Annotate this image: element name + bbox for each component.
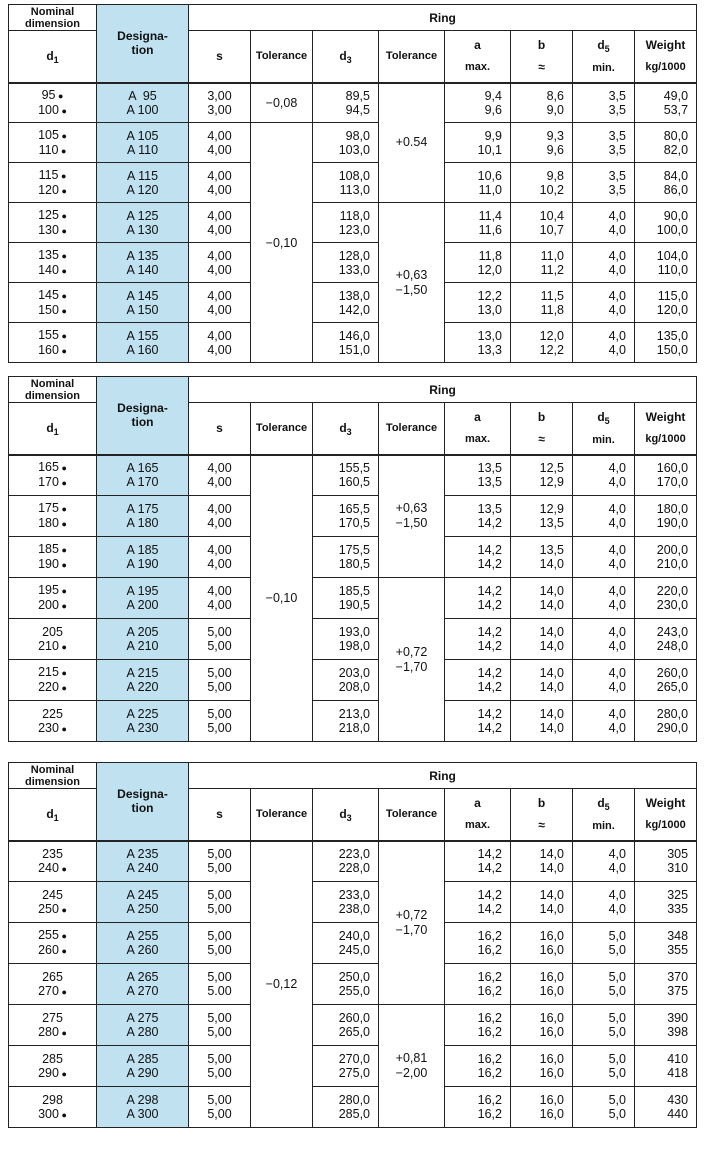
d1-header: $d_1$ (9, 403, 97, 455)
d3-cell: 270,0 275,0 (313, 1046, 379, 1087)
d1-cell: 275 280 ● (9, 1005, 97, 1046)
d1-cell: 165 ● 170 ● (9, 455, 97, 496)
d5-cell: 3,5 3,5 (573, 163, 635, 203)
a-cell: 14,2 14,2 (445, 537, 511, 578)
d5-header: $d_5$ min. (573, 403, 635, 455)
w-cell: 348 355 (635, 923, 697, 964)
designation-cell: A 95 A 100 (97, 83, 189, 123)
w-cell: 410 418 (635, 1046, 697, 1087)
s-header: s (189, 31, 251, 83)
d3-cell: 175,5 180,5 (313, 537, 379, 578)
d5-cell: 4,0 4,0 (573, 660, 635, 701)
w-cell: 243,0 248,0 (635, 619, 697, 660)
d5-header: $d_5$ min. (573, 31, 635, 83)
designation-cell: A 165 A 170 (97, 455, 189, 496)
d3-cell: 146,0 151,0 (313, 323, 379, 363)
designation-cell: A 285 A 290 (97, 1046, 189, 1087)
table-row (9, 163, 697, 203)
tolerance-s-header: Tolerance (251, 31, 313, 83)
table-row (9, 660, 697, 701)
table-row (9, 619, 697, 660)
table-row (9, 701, 697, 742)
designation-cell: A 255 A 260 (97, 923, 189, 964)
d1-header: $d_1$ (9, 31, 97, 83)
designation-cell: A 298 A 300 (97, 1087, 189, 1128)
b-cell: 9,8 10,2 (511, 163, 573, 203)
a-cell: 13,5 14,2 (445, 496, 511, 537)
s-cell: 5,00 5,00 (189, 660, 251, 701)
s-header: s (189, 403, 251, 455)
designation-header: Designa- tion (97, 763, 189, 841)
s-cell: 4,00 4,00 (189, 323, 251, 363)
d3-header: $d_3$ (313, 789, 379, 841)
b-cell: 10,4 10,7 (511, 203, 573, 243)
a-cell: 16,2 16,2 (445, 923, 511, 964)
table-row (9, 83, 697, 123)
d1-cell: 185 ● 190 ● (9, 537, 97, 578)
d5-cell: 4,0 4,0 (573, 323, 635, 363)
w-cell: 90,0 100,0 (635, 203, 697, 243)
b-cell: 14,0 14,0 (511, 619, 573, 660)
d1-cell: 175 ● 180 ● (9, 496, 97, 537)
a-cell: 11,4 11,6 (445, 203, 511, 243)
a-cell: 14,2 14,2 (445, 882, 511, 923)
d1-cell: 285 290 ● (9, 1046, 97, 1087)
tolerance-d3-cell: +0.54 (379, 83, 445, 203)
tolerance-d3-cell: +0,63 −1,50 (379, 455, 445, 578)
a-cell: 13,0 13,3 (445, 323, 511, 363)
w-cell: 260,0 265,0 (635, 660, 697, 701)
d1-cell: 145 ● 150 ● (9, 283, 97, 323)
ring-dimension-table (8, 762, 697, 1128)
a-cell: 13,5 13,5 (445, 455, 511, 496)
designation-cell: A 215 A 220 (97, 660, 189, 701)
b-cell: 9,3 9,6 (511, 123, 573, 163)
d5-cell: 3,5 3,5 (573, 123, 635, 163)
designation-cell: A 205 A 210 (97, 619, 189, 660)
table-row (9, 496, 697, 537)
ring-dimension-table (8, 376, 697, 742)
d3-cell: 108,0 113,0 (313, 163, 379, 203)
d3-cell: 89,5 94,5 (313, 83, 379, 123)
d1-cell: 95 ● 100 ● (9, 83, 97, 123)
b-cell: 14,0 14,0 (511, 841, 573, 882)
s-cell: 5,00 5,00 (189, 882, 251, 923)
a-cell: 9,4 9,6 (445, 83, 511, 123)
table-row (9, 923, 697, 964)
a-cell: 14,2 14,2 (445, 578, 511, 619)
designation-cell: A 155 A 160 (97, 323, 189, 363)
d1-cell: 265 270 ● (9, 964, 97, 1005)
d1-cell: 215 ● 220 ● (9, 660, 97, 701)
d3-cell: 138,0 142,0 (313, 283, 379, 323)
d3-cell: 260,0 265,0 (313, 1005, 379, 1046)
a-header: a max. (445, 31, 511, 83)
ring-dimension-table (8, 4, 697, 363)
d5-header: $d_5$ min. (573, 789, 635, 841)
designation-cell: A 115 A 120 (97, 163, 189, 203)
weight-header: Weight kg/1000 (635, 31, 697, 83)
d1-cell: 245 250 ● (9, 882, 97, 923)
a-cell: 12,2 13,0 (445, 283, 511, 323)
d3-cell: 213,0 218,0 (313, 701, 379, 742)
tolerance-s-cell: −0,12 (251, 841, 313, 1128)
d1-cell: 125 ● 130 ● (9, 203, 97, 243)
table-row (9, 455, 697, 496)
b-cell: 14,0 14,0 (511, 701, 573, 742)
w-cell: 104,0 110,0 (635, 243, 697, 283)
w-cell: 115,0 120,0 (635, 283, 697, 323)
w-cell: 84,0 86,0 (635, 163, 697, 203)
w-cell: 49,0 53,7 (635, 83, 697, 123)
b-cell: 12,5 12,9 (511, 455, 573, 496)
table-row (9, 203, 697, 243)
w-cell: 160,0 170,0 (635, 455, 697, 496)
b-cell: 16,0 16,0 (511, 1005, 573, 1046)
d3-header: $d_3$ (313, 403, 379, 455)
weight-header: Weight kg/1000 (635, 403, 697, 455)
a-cell: 9,9 10,1 (445, 123, 511, 163)
d5-cell: 4,0 4,0 (573, 619, 635, 660)
tolerance-d3-cell: +0,72 −1,70 (379, 841, 445, 1005)
weight-header: Weight kg/1000 (635, 789, 697, 841)
a-cell: 16,2 16,2 (445, 1046, 511, 1087)
table-block (8, 762, 696, 1144)
tolerance-s-cell: −0,08 (251, 83, 313, 123)
d1-cell: 235 240 ● (9, 841, 97, 882)
designation-cell: A 175 A 180 (97, 496, 189, 537)
designation-header: Designa- tion (97, 377, 189, 455)
s-cell: 4,00 4,00 (189, 243, 251, 283)
d1-cell: 205 210 ● (9, 619, 97, 660)
table-row (9, 1046, 697, 1087)
tolerance-d3-header: Tolerance (379, 403, 445, 455)
b-cell: 14,0 14,0 (511, 882, 573, 923)
d3-cell: 128,0 133,0 (313, 243, 379, 283)
w-cell: 430 440 (635, 1087, 697, 1128)
b-cell: 8,6 9,0 (511, 83, 573, 123)
tolerance-s-header: Tolerance (251, 789, 313, 841)
table-row (9, 882, 697, 923)
w-cell: 80,0 82,0 (635, 123, 697, 163)
d5-cell: 4,0 4,0 (573, 203, 635, 243)
a-header: a max. (445, 403, 511, 455)
a-cell: 14,2 14,2 (445, 701, 511, 742)
d1-cell: 105 ● 110 ● (9, 123, 97, 163)
designation-cell: A 105 A 110 (97, 123, 189, 163)
d1-cell: 115 ● 120 ● (9, 163, 97, 203)
b-cell: 16,0 16,0 (511, 923, 573, 964)
d3-cell: 185,5 190,5 (313, 578, 379, 619)
b-header: b ≈ (511, 31, 573, 83)
designation-cell: A 275 A 280 (97, 1005, 189, 1046)
a-cell: 11,8 12,0 (445, 243, 511, 283)
table-block (8, 376, 696, 760)
table-row (9, 841, 697, 882)
w-cell: 390 398 (635, 1005, 697, 1046)
d3-cell: 240,0 245,0 (313, 923, 379, 964)
d1-cell: 255 ● 260 ● (9, 923, 97, 964)
b-cell: 14,0 14,0 (511, 660, 573, 701)
table-row (9, 283, 697, 323)
d3-cell: 280,0 285,0 (313, 1087, 379, 1128)
d3-cell: 155,5 160,5 (313, 455, 379, 496)
s-cell: 4,00 4,00 (189, 283, 251, 323)
designation-cell: A 195 A 200 (97, 578, 189, 619)
b-cell: 12,9 13,5 (511, 496, 573, 537)
b-cell: 14,0 14,0 (511, 578, 573, 619)
b-cell: 16,0 16,0 (511, 1087, 573, 1128)
a-header: a max. (445, 789, 511, 841)
d5-cell: 5,0 5,0 (573, 1046, 635, 1087)
a-cell: 16,2 16,2 (445, 1005, 511, 1046)
nominal-dimension-header: Nominal dimension (9, 5, 97, 31)
tolerance-s-cell: −0,10 (251, 123, 313, 363)
d5-cell: 3,5 3,5 (573, 83, 635, 123)
d5-cell: 4,0 4,0 (573, 243, 635, 283)
tolerance-d3-header: Tolerance (379, 31, 445, 83)
table-block (8, 4, 696, 372)
table-row (9, 964, 697, 1005)
designation-cell: A 235 A 240 (97, 841, 189, 882)
s-cell: 5,00 5,00 (189, 1046, 251, 1087)
d3-cell: 223,0 228,0 (313, 841, 379, 882)
b-cell: 16,0 16,0 (511, 1046, 573, 1087)
d1-header: $d_1$ (9, 789, 97, 841)
d1-cell: 225 230 ● (9, 701, 97, 742)
w-cell: 280,0 290,0 (635, 701, 697, 742)
tolerance-d3-cell: +0,63 −1,50 (379, 203, 445, 363)
designation-cell: A 145 A 150 (97, 283, 189, 323)
ring-header: Ring (189, 763, 697, 789)
a-cell: 10,6 11,0 (445, 163, 511, 203)
b-cell: 16,0 16,0 (511, 964, 573, 1005)
d3-cell: 193,0 198,0 (313, 619, 379, 660)
d3-cell: 233,0 238,0 (313, 882, 379, 923)
d5-cell: 4,0 4,0 (573, 455, 635, 496)
tolerance-d3-cell: +0,72 −1,70 (379, 578, 445, 742)
ring-header: Ring (189, 5, 697, 31)
designation-cell: A 185 A 190 (97, 537, 189, 578)
d5-cell: 4,0 4,0 (573, 496, 635, 537)
b-header: b ≈ (511, 403, 573, 455)
d3-cell: 203,0 208,0 (313, 660, 379, 701)
d1-cell: 298 300 ● (9, 1087, 97, 1128)
a-cell: 16,2 16,2 (445, 964, 511, 1005)
s-cell: 4,00 4,00 (189, 163, 251, 203)
w-cell: 180,0 190,0 (635, 496, 697, 537)
tolerance-d3-cell: +0,81 −2,00 (379, 1005, 445, 1128)
a-cell: 14,2 14,2 (445, 841, 511, 882)
designation-cell: A 135 A 140 (97, 243, 189, 283)
tolerance-d3-header: Tolerance (379, 789, 445, 841)
s-cell: 4,00 4,00 (189, 537, 251, 578)
w-cell: 135,0 150,0 (635, 323, 697, 363)
s-cell: 4,00 4,00 (189, 123, 251, 163)
b-header: b ≈ (511, 789, 573, 841)
w-cell: 370 375 (635, 964, 697, 1005)
s-cell: 3,00 3,00 (189, 83, 251, 123)
d1-cell: 155 ● 160 ● (9, 323, 97, 363)
s-cell: 5,00 5,00 (189, 619, 251, 660)
d5-cell: 5,0 5,0 (573, 923, 635, 964)
table-row (9, 243, 697, 283)
a-cell: 14,2 14,2 (445, 660, 511, 701)
table-row (9, 1005, 697, 1046)
ring-header: Ring (189, 377, 697, 403)
b-cell: 11,0 11,2 (511, 243, 573, 283)
d5-cell: 5,0 5,0 (573, 1005, 635, 1046)
s-cell: 5,00 5,00 (189, 1005, 251, 1046)
s-cell: 5,00 5.00 (189, 964, 251, 1005)
d3-cell: 98,0 103,0 (313, 123, 379, 163)
d3-cell: 165,5 170,5 (313, 496, 379, 537)
s-cell: 5,00 5,00 (189, 923, 251, 964)
d5-cell: 4,0 4,0 (573, 841, 635, 882)
s-cell: 4,00 4,00 (189, 203, 251, 243)
table-row (9, 537, 697, 578)
d1-cell: 135 ● 140 ● (9, 243, 97, 283)
designation-header: Designa- tion (97, 5, 189, 83)
d5-cell: 4,0 4,0 (573, 578, 635, 619)
w-cell: 220,0 230,0 (635, 578, 697, 619)
table-row (9, 1087, 697, 1128)
s-cell: 4,00 4,00 (189, 578, 251, 619)
b-cell: 13,5 14,0 (511, 537, 573, 578)
d3-header: $d_3$ (313, 31, 379, 83)
table-row (9, 323, 697, 363)
a-cell: 16,2 16,2 (445, 1087, 511, 1128)
s-cell: 4,00 4,00 (189, 496, 251, 537)
s-cell: 5,00 5,00 (189, 1087, 251, 1128)
d5-cell: 4,0 4,0 (573, 701, 635, 742)
designation-cell: A 245 A 250 (97, 882, 189, 923)
d3-cell: 118,0 123,0 (313, 203, 379, 243)
table-row (9, 578, 697, 619)
d5-cell: 4,0 4,0 (573, 283, 635, 323)
s-cell: 5,00 5,00 (189, 841, 251, 882)
a-cell: 14,2 14,2 (445, 619, 511, 660)
tolerance-s-cell: −0,10 (251, 455, 313, 742)
w-cell: 305 310 (635, 841, 697, 882)
d5-cell: 4,0 4,0 (573, 537, 635, 578)
d5-cell: 5,0 5,0 (573, 964, 635, 1005)
s-cell: 4,00 4,00 (189, 455, 251, 496)
nominal-dimension-header: Nominal dimension (9, 377, 97, 403)
table-row (9, 123, 697, 163)
s-cell: 5,00 5,00 (189, 701, 251, 742)
w-cell: 325 335 (635, 882, 697, 923)
nominal-dimension-header: Nominal dimension (9, 763, 97, 789)
designation-cell: A 265 A 270 (97, 964, 189, 1005)
d1-cell: 195 ● 200 ● (9, 578, 97, 619)
b-cell: 11,5 11,8 (511, 283, 573, 323)
s-header: s (189, 789, 251, 841)
d3-cell: 250,0 255,0 (313, 964, 379, 1005)
tolerance-s-header: Tolerance (251, 403, 313, 455)
designation-cell: A 225 A 230 (97, 701, 189, 742)
b-cell: 12,0 12,2 (511, 323, 573, 363)
d5-cell: 4,0 4,0 (573, 882, 635, 923)
d5-cell: 5,0 5,0 (573, 1087, 635, 1128)
w-cell: 200,0 210,0 (635, 537, 697, 578)
designation-cell: A 125 A 130 (97, 203, 189, 243)
